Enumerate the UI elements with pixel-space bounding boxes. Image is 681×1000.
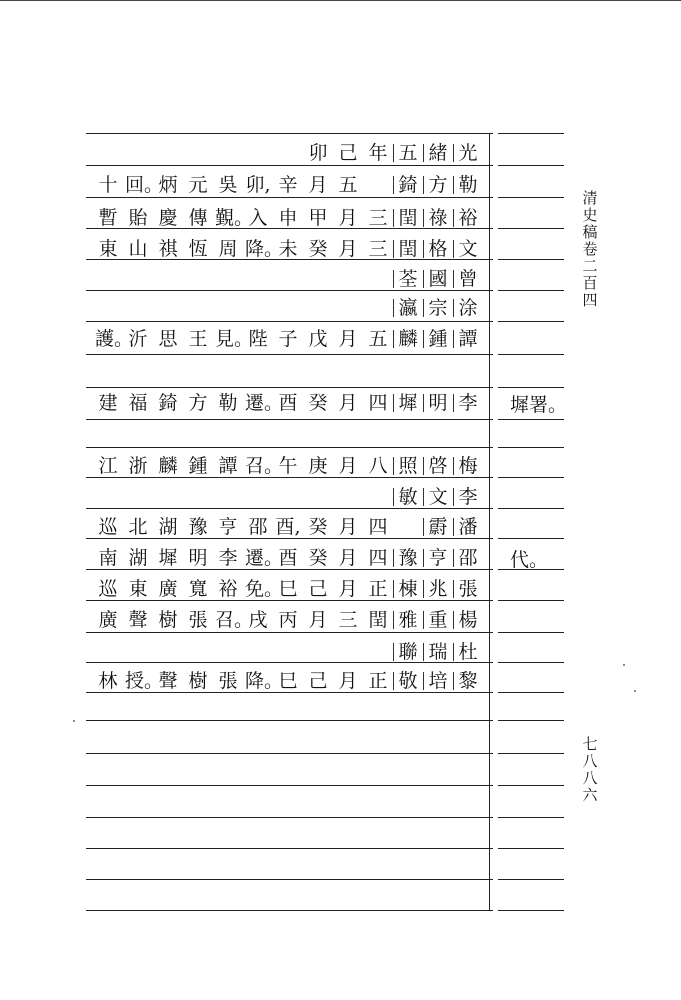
cell-rule	[453, 270, 454, 288]
table-cell: 明	[428, 392, 448, 414]
table-cell: 湖	[158, 516, 178, 538]
cell-rule	[453, 518, 454, 536]
cell-rule	[453, 672, 454, 690]
table-cell: 明	[188, 547, 208, 569]
cell-rule	[453, 176, 454, 194]
table-rule	[86, 817, 493, 818]
table-rule	[86, 354, 493, 355]
book-title: 清 史 稿 卷 二 百 四	[582, 189, 598, 309]
table-cell: 麟	[158, 455, 178, 477]
table-cell: 霨	[428, 516, 448, 538]
table-cell: 癸	[308, 516, 328, 538]
table-cell: 祺	[158, 238, 178, 260]
cell-rule	[423, 672, 424, 690]
cell-rule	[423, 394, 424, 412]
cell-rule	[453, 209, 454, 227]
table-cell: 敏	[398, 486, 418, 508]
cell-rule	[393, 240, 394, 258]
table-cell: 王	[188, 328, 208, 350]
table-cell: 裕	[218, 578, 238, 600]
side-rule	[498, 447, 564, 448]
table-cell: 廣	[98, 609, 118, 631]
table-cell: 廣	[158, 578, 178, 600]
table-cell: 譚	[218, 455, 238, 477]
table-cell: 瑞	[428, 641, 448, 663]
column-divider	[489, 133, 490, 910]
table-cell: 樹	[188, 670, 208, 692]
cell-rule	[393, 144, 394, 162]
table-cell: 酉	[278, 547, 298, 569]
table-cell: 福	[128, 392, 148, 414]
cell-rule	[453, 643, 454, 661]
table-cell: 亨	[428, 547, 448, 569]
table-cell: 雅	[398, 609, 418, 631]
table-cell: 月	[338, 578, 358, 600]
table-cell: 兆	[428, 578, 448, 600]
table-cell: 三	[368, 207, 388, 229]
cell-rule	[393, 270, 394, 288]
table-cell: 酉,	[275, 516, 301, 538]
table-cell: 八	[368, 455, 388, 477]
table-cell: 瀛	[398, 297, 418, 319]
cell-rule	[393, 457, 394, 475]
table-cell: 傳	[188, 207, 208, 229]
cell-rule	[423, 549, 424, 567]
table-cell: 五	[398, 142, 418, 164]
table-cell: 遷。	[245, 392, 284, 414]
table-cell: 江	[98, 455, 118, 477]
table-cell: 麟	[398, 328, 418, 350]
table-cell: 貽	[128, 207, 148, 229]
table-cell: 卯	[308, 142, 328, 164]
side-rule	[498, 848, 564, 849]
side-note: 墀署。	[510, 394, 568, 416]
table-cell: 山	[128, 238, 148, 260]
table-cell: 邵	[248, 516, 268, 538]
table-cell: 方	[188, 392, 208, 414]
side-rule	[498, 259, 564, 260]
side-rule	[498, 600, 564, 601]
table-cell: 閏	[368, 609, 388, 631]
table-cell: 月	[308, 609, 328, 631]
table-cell: 元	[188, 174, 208, 196]
cell-rule	[423, 518, 424, 536]
table-cell: 墀	[398, 392, 418, 414]
table-cell: 見。	[215, 328, 254, 350]
table-cell: 楊	[458, 609, 478, 631]
table-cell: 戌	[248, 609, 268, 631]
cell-rule	[393, 611, 394, 629]
table-cell: 五	[338, 174, 358, 196]
table-cell: 癸	[308, 392, 328, 414]
table-cell: 邵	[458, 547, 478, 569]
table-cell: 浙	[128, 455, 148, 477]
table-cell: 鍾	[188, 455, 208, 477]
table-cell: 申	[278, 207, 298, 229]
table-cell: 陛	[248, 328, 268, 350]
table-cell: 授。	[125, 670, 164, 692]
side-rule	[498, 197, 564, 198]
table-rule	[86, 133, 493, 134]
table-cell: 庚	[308, 455, 328, 477]
speck	[623, 664, 625, 666]
table-cell: 潘	[458, 516, 478, 538]
side-rule	[498, 477, 564, 478]
table-cell: 湖	[128, 547, 148, 569]
table-cell: 勒	[458, 174, 478, 196]
table-cell: 思	[158, 328, 178, 350]
table-cell: 緒	[428, 142, 448, 164]
table-cell: 啓	[428, 455, 448, 477]
side-rule	[498, 508, 564, 509]
table-cell: 光	[458, 142, 478, 164]
table-cell: 東	[128, 578, 148, 600]
table-cell: 裕	[458, 207, 478, 229]
cell-rule	[423, 176, 424, 194]
table-cell: 聯	[398, 641, 418, 663]
table-cell: 月	[338, 328, 358, 350]
table-cell: 巡	[98, 578, 118, 600]
cell-rule	[393, 330, 394, 348]
table-cell: 戊	[308, 328, 328, 350]
side-rule	[498, 753, 564, 754]
table-cell: 巳	[278, 578, 298, 600]
table-rule	[86, 848, 493, 849]
top-border	[0, 0, 681, 1]
table-cell: 黎	[458, 670, 478, 692]
table-cell: 閏	[398, 238, 418, 260]
table-cell: 培	[428, 670, 448, 692]
table-cell: 己	[308, 578, 328, 600]
table-cell: 免。	[245, 578, 284, 600]
side-rule	[498, 290, 564, 291]
cell-rule	[423, 299, 424, 317]
table-cell: 暫	[98, 207, 118, 229]
table-cell: 正	[368, 670, 388, 692]
cell-rule	[393, 672, 394, 690]
table-cell: 三	[338, 609, 358, 631]
table-cell: 辛	[278, 174, 298, 196]
cell-rule	[453, 330, 454, 348]
table-cell: 巡	[98, 516, 118, 538]
table-rule	[86, 785, 493, 786]
table-cell: 月	[338, 238, 358, 260]
table-rule	[86, 879, 493, 880]
side-rule	[498, 720, 564, 721]
table-cell: 張	[218, 670, 238, 692]
side-note: 代。	[510, 549, 549, 571]
table-cell: 月	[338, 516, 358, 538]
table-cell: 譚	[458, 328, 478, 350]
table-cell: 召。	[245, 455, 284, 477]
table-cell: 沂	[128, 328, 148, 350]
cell-rule	[453, 394, 454, 412]
table-cell: 覲。	[215, 207, 254, 229]
table-cell: 重	[428, 609, 448, 631]
table-cell: 降。	[245, 238, 284, 260]
side-rule	[498, 419, 564, 420]
table-cell: 杜	[458, 641, 478, 663]
table-cell: 寬	[188, 578, 208, 600]
table-cell: 吳	[218, 174, 238, 196]
table-cell: 敬	[398, 670, 418, 692]
cell-rule	[423, 580, 424, 598]
table-cell: 荃	[398, 268, 418, 290]
cell-rule	[393, 209, 394, 227]
table-cell: 北	[128, 516, 148, 538]
table-cell: 己	[338, 142, 358, 164]
table-cell: 月	[338, 455, 358, 477]
table-cell: 照	[398, 455, 418, 477]
cell-rule	[423, 270, 424, 288]
table-cell: 鍾	[428, 328, 448, 350]
cell-rule	[393, 643, 394, 661]
side-rule	[498, 538, 564, 539]
cell-rule	[423, 144, 424, 162]
table-cell: 李	[458, 486, 478, 508]
table-cell: 四	[368, 516, 388, 538]
table-rule	[86, 910, 493, 911]
table-cell: 回。	[125, 174, 164, 196]
table-cell: 丙	[278, 609, 298, 631]
table-cell: 聲	[128, 609, 148, 631]
table-cell: 閏	[398, 207, 418, 229]
table-cell: 格	[428, 238, 448, 260]
side-rule	[498, 165, 564, 166]
table-cell: 月	[338, 207, 358, 229]
side-rule	[498, 632, 564, 633]
table-cell: 南	[98, 547, 118, 569]
table-cell: 國	[428, 268, 448, 290]
cell-rule	[423, 240, 424, 258]
table-cell: 子	[278, 328, 298, 350]
table-cell: 東	[98, 238, 118, 260]
table-cell: 李	[458, 392, 478, 414]
table-cell: 張	[188, 609, 208, 631]
table-cell: 亨	[218, 516, 238, 538]
cell-rule	[453, 611, 454, 629]
table-cell: 涂	[458, 297, 478, 319]
cell-rule	[423, 611, 424, 629]
cell-rule	[423, 488, 424, 506]
table-cell: 方	[428, 174, 448, 196]
table-cell: 炳	[158, 174, 178, 196]
table-cell: 未	[278, 238, 298, 260]
table-cell: 文	[458, 238, 478, 260]
cell-rule	[453, 299, 454, 317]
table-cell: 癸	[308, 238, 328, 260]
table-cell: 林	[98, 670, 118, 692]
cell-rule	[453, 580, 454, 598]
table-cell: 祿	[428, 207, 448, 229]
speck	[73, 720, 75, 722]
cell-rule	[393, 299, 394, 317]
side-rule	[498, 354, 564, 355]
table-cell: 文	[428, 486, 448, 508]
table-cell: 錡	[158, 392, 178, 414]
table-cell: 遷。	[245, 547, 284, 569]
table-cell: 梅	[458, 455, 478, 477]
side-rule	[498, 387, 564, 388]
cell-rule	[423, 643, 424, 661]
table-cell: 護。	[95, 328, 134, 350]
table-cell: 五	[368, 328, 388, 350]
table-cell: 張	[458, 578, 478, 600]
table-cell: 卯,	[245, 174, 271, 196]
cell-rule	[453, 240, 454, 258]
side-rule	[498, 785, 564, 786]
table-rule	[86, 720, 493, 721]
table-cell: 四	[368, 392, 388, 414]
table-cell: 聲	[158, 670, 178, 692]
table-cell: 月	[338, 392, 358, 414]
table-cell: 降。	[245, 670, 284, 692]
table-cell: 酉	[278, 392, 298, 414]
table-rule	[86, 447, 493, 448]
table-cell: 建	[98, 392, 118, 414]
table-cell: 召。	[215, 609, 254, 631]
cell-rule	[453, 549, 454, 567]
cell-rule	[393, 176, 394, 194]
table-cell: 己	[308, 670, 328, 692]
cell-rule	[423, 457, 424, 475]
cell-rule	[453, 488, 454, 506]
table-cell: 墀	[158, 547, 178, 569]
table-cell: 慶	[158, 207, 178, 229]
table-cell: 勒	[218, 392, 238, 414]
table-rule	[86, 753, 493, 754]
cell-rule	[393, 580, 394, 598]
cell-rule	[393, 549, 394, 567]
table-cell: 癸	[308, 547, 328, 569]
table-cell: 巳	[278, 670, 298, 692]
cell-rule	[423, 209, 424, 227]
speck	[634, 690, 636, 692]
table-cell: 年	[368, 142, 388, 164]
table-cell: 棟	[398, 578, 418, 600]
table-cell: 四	[368, 547, 388, 569]
table-cell: 三	[368, 238, 388, 260]
side-rule	[498, 692, 564, 693]
table-cell: 豫	[188, 516, 208, 538]
table-cell: 宗	[428, 297, 448, 319]
table-cell: 錡	[398, 174, 418, 196]
table-rule	[86, 419, 493, 420]
page-number: 七 八 八 六	[582, 735, 598, 804]
table-cell: 恆	[188, 238, 208, 260]
side-rule	[498, 321, 564, 322]
table-cell: 十	[98, 174, 118, 196]
side-rule	[498, 228, 564, 229]
side-rule	[498, 133, 564, 134]
table-cell: 正	[368, 578, 388, 600]
table-cell: 月	[338, 670, 358, 692]
table-cell: 月	[308, 174, 328, 196]
cell-rule	[393, 488, 394, 506]
table-cell: 曾	[458, 268, 478, 290]
table-cell: 月	[338, 547, 358, 569]
table-cell: 樹	[158, 609, 178, 631]
table-cell: 入	[248, 207, 268, 229]
table-cell: 甲	[308, 207, 328, 229]
side-rule	[498, 662, 564, 663]
side-rule	[498, 910, 564, 911]
cell-rule	[423, 330, 424, 348]
side-rule	[498, 879, 564, 880]
table-cell: 周	[218, 238, 238, 260]
cell-rule	[453, 144, 454, 162]
table-cell: 豫	[398, 547, 418, 569]
cell-rule	[393, 394, 394, 412]
table-cell: 李	[218, 547, 238, 569]
table-cell: 午	[278, 455, 298, 477]
cell-rule	[453, 457, 454, 475]
side-rule	[498, 817, 564, 818]
